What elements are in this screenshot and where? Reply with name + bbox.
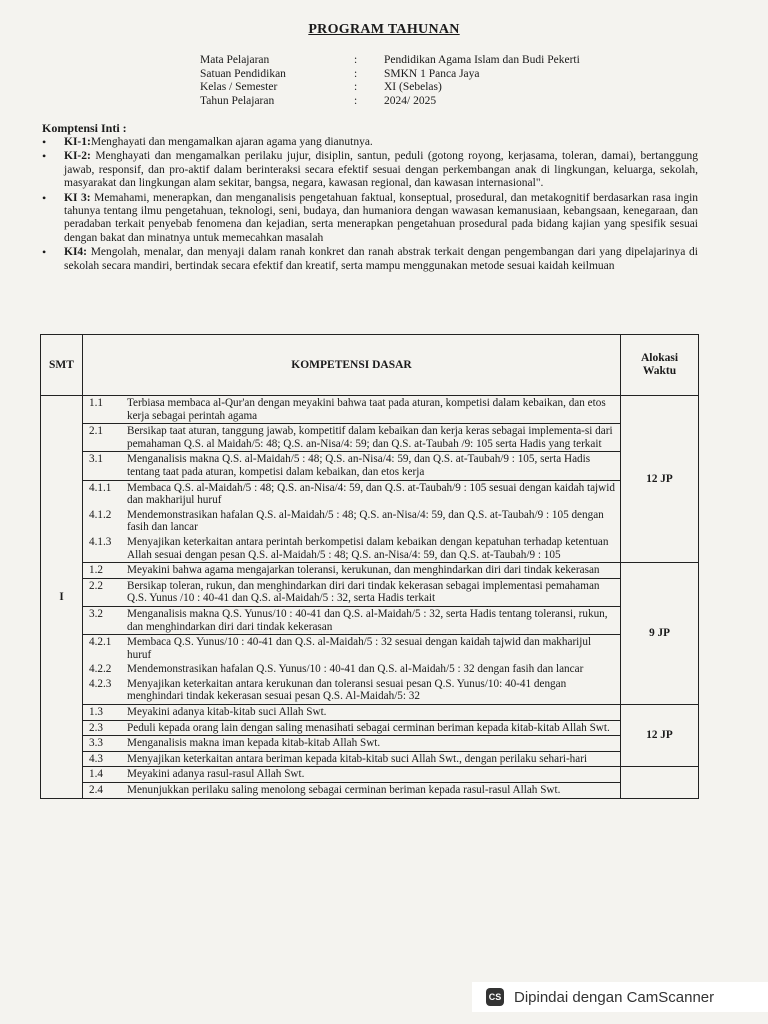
- kd-item: [83, 767, 620, 783]
- table-row: [41, 767, 699, 798]
- kd-group: [83, 396, 621, 563]
- kd-item: [83, 705, 620, 721]
- kd-item: [83, 481, 620, 508]
- kd-item: [83, 783, 620, 798]
- table-row: [41, 396, 699, 563]
- kd-text: Terbiasa membaca al-Qur'an dengan meyakini bahwa taat pada aturan, kompetisi dalam kebaikan, dan etos kerja sebagai perintah agama: [127, 397, 606, 422]
- alokasi-cell: [621, 767, 699, 798]
- header-alokasi: Alokasi Waktu: [621, 335, 699, 396]
- kd-text: Menganalisis makna Q.S. Yunus/10 : 40-41 dan Q.S. al-Maidah/5 : 32, serta Hadis tentang toleransi, rukun, dan menghindarkan diri dari tindak kekerasan: [127, 607, 608, 633]
- meta-label: Mata Pelajaran: [200, 54, 270, 66]
- kd-item: [83, 452, 620, 480]
- kd-number: 1.2: [89, 564, 103, 577]
- ki-item: [42, 246, 698, 273]
- kd-text: Menyajikan keterkaitan antara beriman kepada kitab-kitab suci Allah Swt., dengan perilaku sehari-hari: [127, 752, 588, 765]
- ki-label: KI4:: [64, 246, 87, 259]
- meta-colon: :: [354, 54, 358, 66]
- kd-text: Membaca Q.S. al-Maidah/5 : 48; Q.S. an-Nisa/4: 59, dan Q.S. at-Taubah/9 : 105 sesuai dengan kaidah tajwid dan makharijul huruf: [127, 481, 615, 507]
- meta-row: [200, 68, 664, 82]
- kd-text: Mendemonstrasikan hafalan Q.S. al-Maidah/5 : 48; Q.S. an-Nisa/4: 59, dan Q.S. at-Taubah/9 : 105 dengan fasih dan lancar: [127, 508, 604, 534]
- kd-item: [83, 677, 620, 704]
- kd-number: 1.1: [89, 397, 103, 409]
- kd-item: [83, 579, 620, 607]
- ki-item: [42, 192, 698, 246]
- meta-colon: :: [354, 67, 358, 80]
- kd-item: [83, 635, 620, 662]
- bullet-icon: •: [42, 245, 47, 260]
- kd-text: Peduli kepada orang lain dengan saling menasihati sebagai cerminan beriman kepada kitab-kitab Allah Swt.: [127, 721, 610, 734]
- bullet-icon: •: [42, 135, 47, 149]
- alokasi-cell: 12 JP: [621, 705, 699, 767]
- kd-number: 1.4: [89, 768, 103, 781]
- kd-text: Meyakini adanya kitab-kitab suci Allah Swt.: [127, 706, 327, 719]
- kd-number: 4.2.2: [89, 663, 112, 676]
- kd-item: [83, 662, 620, 677]
- kd-number: 3.1: [89, 453, 103, 466]
- meta-label: Satuan Pendidikan: [200, 67, 286, 80]
- meta-row: [200, 95, 664, 109]
- kd-number: 3.2: [89, 607, 103, 620]
- kd-number: 2.3: [89, 721, 103, 734]
- watermark-text: Dipindai dengan CamScanner: [514, 988, 715, 1006]
- kd-number: 2.1: [89, 425, 103, 438]
- meta-row: [200, 54, 664, 68]
- bullet-icon: •: [42, 149, 47, 164]
- kd-number: 1.3: [89, 706, 103, 719]
- kd-group: [83, 705, 621, 767]
- smt-cell: I: [41, 396, 83, 799]
- meta-label: Tahun Pelajaran: [200, 94, 275, 107]
- kd-number: 4.1.1: [89, 481, 112, 494]
- kd-text: Meyakini adanya rasul-rasul Allah Swt.: [127, 768, 305, 781]
- ki-label: KI 3:: [64, 191, 91, 204]
- kd-text: Bersikap toleran, rukun, dan menghindarkan diri dari tindak kekerasan sebagai implementasi pemahaman Q.S. Yunus /10 : 40-41 dan Q.S. al-Maidah/5 : 32, serta Hadis terkait: [127, 579, 600, 605]
- kd-number: 4.3: [89, 752, 103, 765]
- kd-number: 4.1.3: [89, 535, 112, 548]
- meta-row: [200, 81, 664, 95]
- kd-text: Menyajikan keterkaitan antara kerukunan dan toleransi sesuai pesan Q.S. Yunus/10: 40-41 dengan menghindari tindak kekerasan sesuai pesan Q.S. Al-Maidah/5: 32: [127, 677, 567, 703]
- meta-value: SMKN 1 Panca Jaya: [384, 67, 480, 80]
- ki-label: KI-1:: [64, 136, 91, 148]
- camscanner-watermark: [472, 982, 768, 1012]
- kd-item: [83, 563, 620, 579]
- kd-item: [83, 736, 620, 752]
- kd-group: [83, 767, 621, 798]
- ki-heading: Komptensi Inti :: [42, 121, 127, 135]
- meta-value: 2024/ 2025: [384, 94, 437, 107]
- meta-value: XI (Sebelas): [384, 81, 442, 93]
- kd-item: [83, 396, 620, 424]
- page-title: PROGRAM TAHUNAN: [308, 22, 460, 37]
- kd-text: Mendemonstrasikan hafalan Q.S. Yunus/10 : 40-41 dan Q.S. al-Maidah/5 : 32 dengan fasih dan lancar: [127, 663, 584, 676]
- identity-block: [200, 54, 664, 108]
- kd-item: [83, 535, 620, 562]
- kd-number: 2.4: [89, 784, 103, 797]
- kd-text: Menganalisis makna iman kepada kitab-kitab Allah Swt.: [127, 737, 381, 750]
- kd-item: [83, 607, 620, 635]
- kd-text: Menunjukkan perilaku saling menolong sebagai cerminan beriman kepada rasul-rasul Allah Swt.: [127, 784, 561, 797]
- meta-value: Pendidikan Agama Islam dan Budi Pekerti: [384, 54, 580, 66]
- kd-text: Menganalisis makna Q.S. al-Maidah/5 : 48; Q.S. an-Nisa/4: 59, dan Q.S. at-Taubah/9 : 105, serta Hadis tentang taat pada aturan, kompetisi dalam kebaikan, dan etos kerja: [127, 453, 591, 478]
- meta-colon: :: [354, 94, 358, 107]
- table-row: [41, 705, 699, 767]
- kd-number: 4.2.1: [89, 636, 112, 649]
- kd-number: 3.3: [89, 737, 103, 750]
- kd-text: Membaca Q.S. Yunus/10 : 40-41 dan Q.S. al-Maidah/5 : 32 sesuai dengan kaidah tajwid dan makharijul huruf: [127, 636, 592, 661]
- ki-list: [42, 136, 698, 274]
- alokasi-cell: 12 JP: [621, 396, 699, 563]
- kd-text: Menyajikan keterkaitan antara perintah berkompetisi dalam kebaikan dengan kepatuhan terhadap ketentuan Allah sesuai dengan pesan Q.S. al-Maidah/5 : 48; Q.S. an-Nisa/4: 59, dan Q.S. at-Taubah/9 : 105: [127, 535, 609, 561]
- camscanner-logo-icon: CS: [486, 988, 504, 1006]
- kd-group: [83, 563, 621, 705]
- kd-number: 4.2.3: [89, 677, 112, 690]
- kd-item: [83, 508, 620, 535]
- kd-text: Bersikap taat aturan, tanggung jawab, kompetitif dalam kebaikan dan kerja keras sebagai implementa-si dari pemahaman Q.S. al Maidah/5: 48; Q.S. an-Nisa/4: 59; dan Q.S. at-Taubah /9: 105 serta Hadis yang terkait: [127, 425, 613, 450]
- alokasi-cell: 9 JP: [621, 563, 699, 705]
- table-header-row: [41, 335, 699, 396]
- ki-text: Memahami, menerapkan, dan menganalisis pengetahuan faktual, konseptual, prosedural, dan metakognitif berdasarkan rasa ingin tahunya tentang ilmu pengetahuan, teknologi, seni, budaya, dan humaniora dengan wawasan kemanusiaan, kebangsaan, kenegaraan, dan peradaban terkait penyebab fenomena dan kejadian, serta menerapkan pengetahuan prosedural pada bidang kajian yang spesifik sesuai dengan bakat dan minatnya untuk memecahkan masalah: [64, 191, 699, 244]
- ki-item: [42, 136, 698, 149]
- table-row: [41, 563, 699, 705]
- ki-text: Menghayati dan mengamalkan ajaran agama yang dianutnya.: [90, 136, 373, 148]
- kd-number: 4.1.2: [89, 508, 112, 521]
- kd-item: [83, 424, 620, 452]
- header-kd: KOMPETENSI DASAR: [83, 335, 621, 396]
- header-smt: SMT: [41, 335, 83, 396]
- ki-text: Menghayati dan mengamalkan perilaku jujur, disiplin, santun, peduli (gotong royong, kerjasama, toleran, damai), bertanggung jawab, responsif, dan pro-aktif dalam berinteraksi secara efektif sesuai dengan perkembangan anak di lingkungan, keluarga, sekolah, masyarakat dan lingkungan alam sekitar, bangsa, negara, kawasan regional, dan kawasan internasional".: [64, 150, 698, 190]
- kd-item: [83, 752, 620, 767]
- meta-colon: :: [354, 81, 358, 93]
- bullet-icon: •: [42, 190, 47, 205]
- kd-number: 2.2: [89, 579, 103, 592]
- kd-text: Meyakini bahwa agama mengajarkan toleransi, kerukunan, dan menghindarkan diri dari tindak kekerasan: [127, 564, 600, 577]
- ki-text: Mengolah, menalar, dan menyaji dalam ranah konkret dan ranah abstrak terkait dengan pengembangan dari yang dipelajarinya di sekolah secara mandiri, bertindak secara efektif dan kreatif, serta mampu menggunakan metode sesuai kaidah keilmuan: [64, 246, 698, 272]
- meta-label: Kelas / Semester: [200, 81, 278, 93]
- ki-item: [42, 150, 698, 190]
- kd-table: [40, 334, 699, 799]
- ki-label: KI-2:: [64, 150, 91, 163]
- kd-item: [83, 721, 620, 737]
